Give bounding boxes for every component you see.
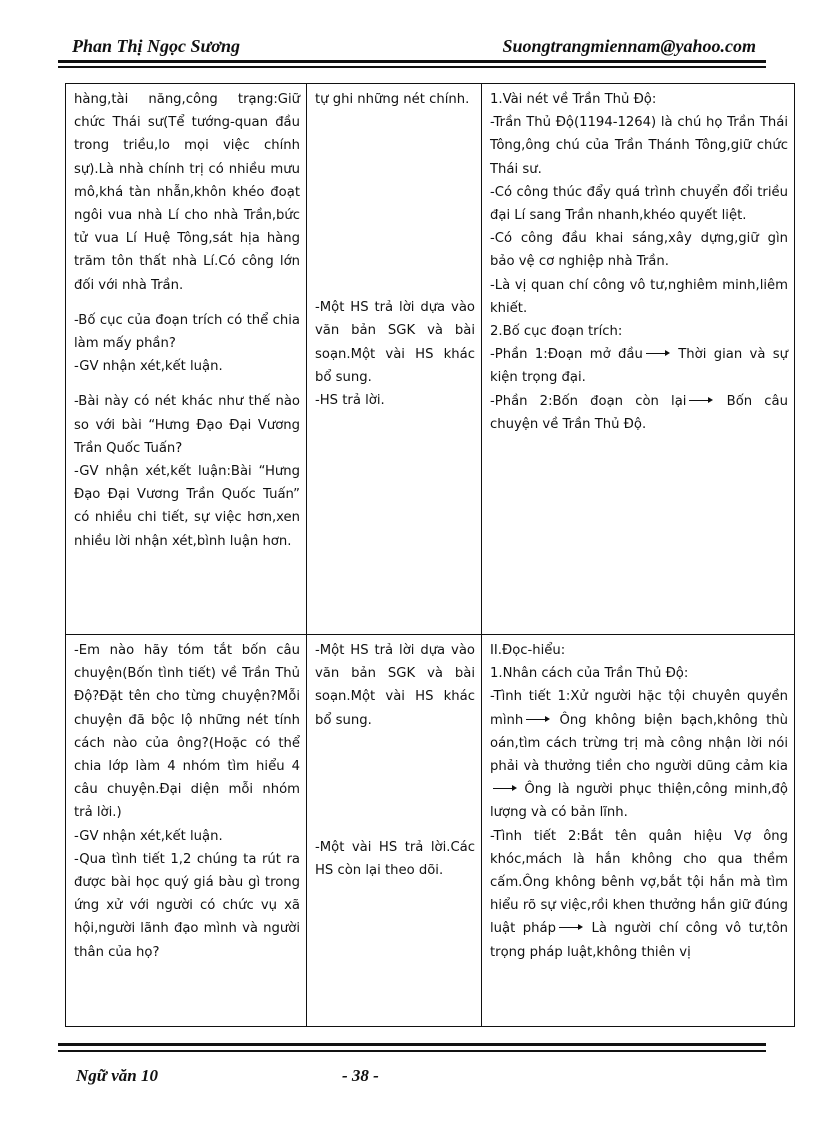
cell-text-part: Bốn câu chuyện về Trần Thủ Độ. <box>490 393 788 432</box>
cell-text: -GV nhận xét,kết luận. <box>74 359 223 375</box>
cell-text: -HS trả lời. <box>315 393 385 409</box>
header-email: Suongtrangmiennam@yahoo.com <box>502 36 756 56</box>
student-activity-cell <box>307 84 482 635</box>
cell-text-part: Thời gian và sự kiện trọng đại. <box>490 347 789 386</box>
cell-text: tự ghi những nét chính. <box>315 92 470 107</box>
cell-text-part: -Tình tiết 1:Xử người hặc tội chuyên quyền mình <box>490 689 788 728</box>
cell-text: -Trần Thủ Độ(1194-1264) là chú họ Trần Thái Tông,ông chú của Trần Thánh Tông,giữ chức Thái sư. <box>490 115 788 177</box>
teacher-activity-cell <box>66 635 307 1027</box>
cell-text: -GV nhận xét,kết luận. <box>74 828 223 844</box>
footer-rule-thin <box>58 1050 766 1052</box>
cell-text <box>490 825 788 964</box>
student-activity-cell <box>307 635 482 1027</box>
cell-text: -Em nào hãy tóm tắt bốn câu chuyện(Bốn tình tiết) về Trần Thủ Độ?Đặt tên cho từng chuyện?Mỗi chuyện đã bộc lộ những nét tính cách nào của ông?(Hoặc có thể chia lớp làm 4 nhóm tìm hiểu 4 câu chuyện.Đại diện mỗi nhóm trả lời.) <box>74 643 300 821</box>
footer-subject: Ngữ văn 10 <box>76 1066 158 1085</box>
arrow-right-icon <box>493 788 515 789</box>
spacer <box>315 732 475 836</box>
header-author: Phan Thị Ngọc Sương <box>72 36 240 56</box>
cell-text-part: Là người chí công vô tư,tôn trọng pháp luật,không thiên vị <box>490 921 788 960</box>
cell-text: II.Đọc-hiểu: <box>490 643 566 658</box>
lesson-table <box>65 83 795 1027</box>
teacher-activity-cell <box>66 84 307 635</box>
cell-text-part: Ông là người phục thiện,công minh,độ lượng và có bản lĩnh. <box>490 782 788 821</box>
arrow-right-icon <box>559 927 581 928</box>
cell-text-part: -Tình tiết 2:Bắt tên quân hiệu Vợ ông khóc,mách là hắn không cho qua thềm cấm.Ông không bênh vợ,bắt tội hắn mà tìm hiểu rõ sự việc,rồi khen thưởng hắn giữ đúng luật pháp <box>490 828 788 937</box>
spacer <box>74 297 300 309</box>
cell-text: -Một HS trả lời dựa vào văn bản SGK và bài soạn.Một vài HS khác bổ sung. <box>315 643 475 728</box>
arrow-right-icon <box>689 400 711 401</box>
spacer <box>74 378 300 390</box>
content-cell <box>482 84 795 635</box>
page-number: - 38 - <box>342 1066 379 1085</box>
footer-rule <box>58 1043 766 1046</box>
cell-text: -Một vài HS trả lời.Các HS còn lại theo dõi. <box>315 839 475 879</box>
header-rule <box>58 60 766 63</box>
cell-text <box>490 343 788 389</box>
cell-text <box>490 685 788 824</box>
arrow-right-icon <box>526 719 548 720</box>
header-rule-thin <box>58 66 766 68</box>
cell-text: -Một HS trả lời dựa vào văn bản SGK và bài soạn.Một vài HS khác bổ sung. <box>315 300 475 385</box>
cell-text-part: -Phần 2:Bốn đoạn còn lại <box>490 393 687 409</box>
cell-text: 2.Bố cục đoạn trích: <box>490 324 623 340</box>
cell-text: -Có công đầu khai sáng,xây dựng,giữ gìn bảo vệ cơ nghiệp nhà Trần. <box>490 231 788 270</box>
cell-text-part: Ông không biện bạch,không thù oán,tìm cách trừng trị mà công nhận lời nói phải và thưởng tiền cho người dũng cảm kia <box>490 712 789 775</box>
cell-text: 1.Nhân cách của Trần Thủ Độ: <box>490 666 689 682</box>
cell-text: -Bài này có nét khác như thế nào so với bài “Hưng Đạo Đại Vương Trần Quốc Tuấn? <box>74 394 300 456</box>
cell-text: 1.Vài nét về Trần Thủ Độ: <box>490 92 657 107</box>
cell-text-part: -Phần 1:Đoạn mở đầu <box>490 347 643 363</box>
cell-text: hàng,tài năng,công trạng:Giữ chức Thái sư(Tể tướng-quan đầu trong triều,lo mọi việc chính sự).Là nhà chính trị có nhiều mưu mô,khá tàn nhẫn,khôn khéo đoạt ngôi vua nhà Lí cho nhà Trần,bức tử vua Lí Huệ Tông,sát hịa hàng trăm tôn thất nhà Lí.Có công lớn đối với nhà Trần. <box>74 92 300 293</box>
table-row <box>66 84 795 635</box>
table-row <box>66 635 795 1027</box>
page-header <box>72 36 764 60</box>
spacer <box>315 111 475 296</box>
cell-text: -Là vị quan chí công vô tư,nghiêm minh,liêm khiết. <box>490 277 788 316</box>
cell-text: -Qua tình tiết 1,2 chúng ta rút ra được bài học quý giá bàu gì trong ứng xử với người có chức vụ xã hội,người lãnh đạo mình và người thân của họ? <box>74 851 300 960</box>
cell-text: -Bố cục của đoạn trích có thể chia làm mấy phần? <box>74 312 300 352</box>
cell-text <box>490 390 788 436</box>
cell-text: -Có công thúc đẩy quá trình chuyển đổi triều đại Lí sang Trần nhanh,khéo quyết liệt. <box>490 184 788 224</box>
content-cell <box>482 635 795 1027</box>
arrow-right-icon <box>646 353 668 354</box>
cell-text: -GV nhận xét,kết luận:Bài “Hưng Đạo Đại Vương Trần Quốc Tuấn” có nhiều chi tiết, sự việc hơn,xen nhiều lời nhận xét,bình luận hơn. <box>74 464 300 549</box>
